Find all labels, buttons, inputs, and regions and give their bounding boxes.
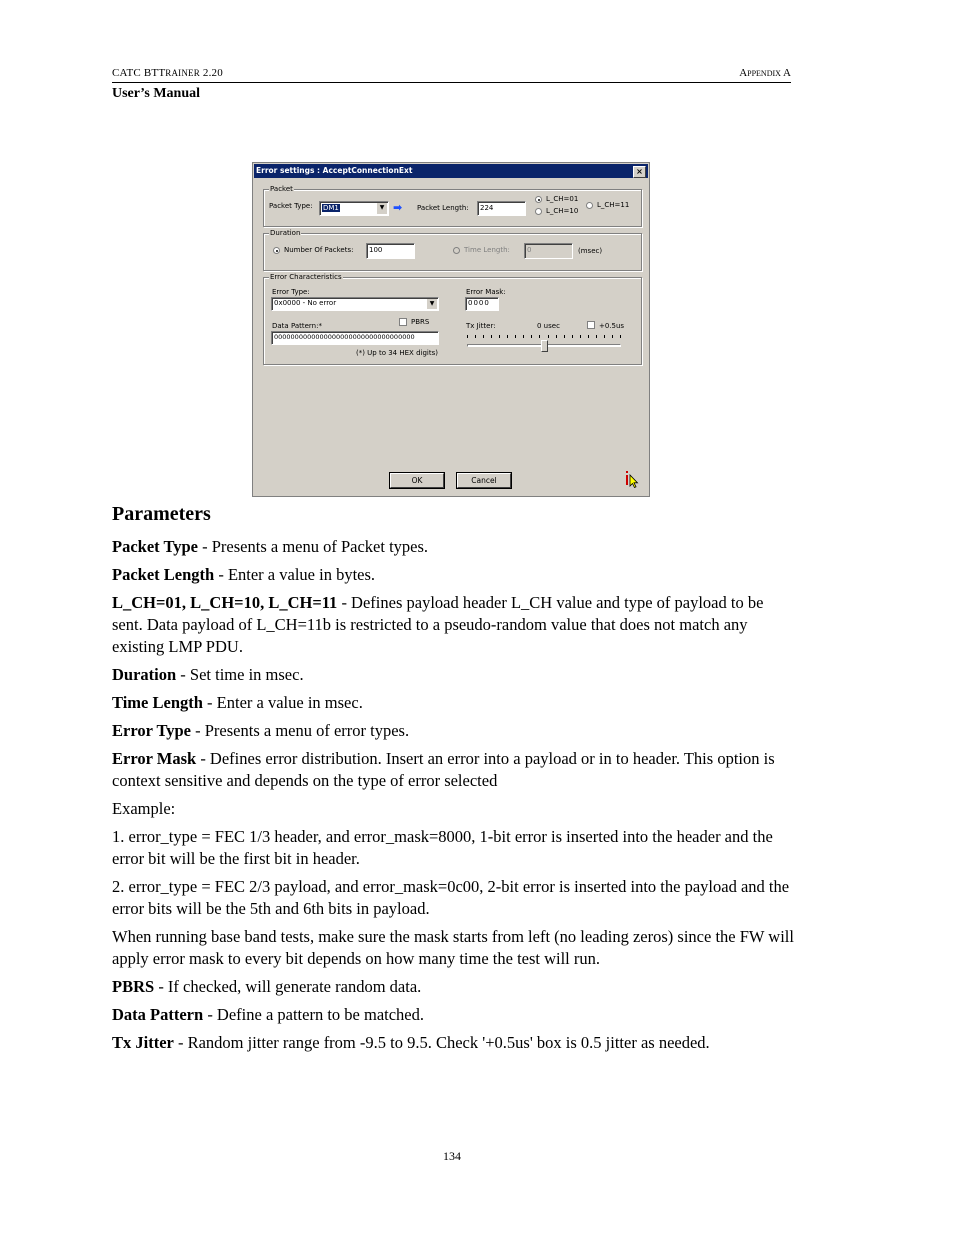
error-characteristics-group [263,273,642,365]
desc-pbrs: - If checked, will generate random data. [154,977,422,996]
number-of-packets-input[interactable]: 100 [366,243,415,259]
desc-data-pattern: - Define a pattern to be matched. [203,1005,425,1024]
slider-tick [612,335,613,338]
dialog-titlebar [254,164,648,178]
number-of-packets-label: Number Of Packets: [284,246,354,254]
term-time-length: Time Length [112,693,203,712]
product-version: 2.20 [199,67,223,79]
term-error-type: Error Type [112,721,191,740]
slider-tick [580,335,581,338]
example-label: Example: [112,799,176,818]
running-header-appendix: Appendix A [739,67,791,79]
term-tx-jitter: Tx Jitter [112,1033,174,1052]
param-packet-type [112,536,794,558]
slider-tick [515,335,516,338]
time-length-label: Time Length: [464,246,510,254]
slider-tick [523,335,524,338]
slider-tick [467,335,468,338]
help-cursor-icon[interactable] [624,470,640,488]
duration-group-title: Duration [270,229,301,237]
slider-tick [588,335,589,338]
product-name-smallcaps: RAINER [165,68,200,78]
slider-tick [483,335,484,338]
desc-tx-jitter: - Random jitter range from -9.5 to 9.5. Check '+0.5us' box is 0.5 jitter as needed. [173,1033,710,1052]
half-us-label: +0.5us [599,322,625,330]
desc-time-length: - Enter a value in msec. [202,693,363,712]
slider-tick [572,335,573,338]
slider-tick [596,335,597,338]
number-of-packets-radio[interactable] [273,247,280,254]
cancel-button[interactable]: Cancel [457,473,511,488]
lch11-radio[interactable] [586,202,593,209]
parameters-heading: Parameters [112,503,211,525]
param-error-mask [112,748,794,792]
param-packet-length [112,564,794,586]
param-pbrs [112,976,794,998]
param-duration [112,664,794,686]
error-characteristics-title: Error Characteristics [270,273,342,281]
term-lch: L_CH=01, L_CH=10, L_CH=11 [112,593,338,612]
term-data-pattern: Data Pattern [112,1005,204,1024]
jitter-slider-thumb[interactable] [541,340,548,352]
param-lch [112,592,794,658]
error-mask-input[interactable]: 0000 [465,297,499,311]
jitter-slider-ticks [467,335,621,339]
desc-lch: - Defines payload header L_CH value and type of payload to be sent. Data payload of L_CH=11b is restricted to a pseudo-random value that does not match any existing LMP PDU. [112,593,764,656]
lch10-label: L_CH=10 [546,207,579,215]
header-rule [112,82,791,83]
chevron-down-icon[interactable]: ▼ [376,203,387,214]
slider-tick [539,335,540,338]
desc-error-type: - Presents a menu of error types. [191,721,410,740]
running-header-product [112,67,223,79]
slider-tick [564,335,565,338]
error-type-value: 0x0000 - No error [274,299,337,307]
lch11-label: L_CH=11 [597,201,630,209]
close-button[interactable]: × [633,166,646,178]
desc-duration: - Set time in msec. [176,665,304,684]
term-pbrs: PBRS [112,977,155,996]
tx-jitter-label: Tx Jitter: [466,322,496,330]
packet-type-value: DM1 [323,204,339,212]
half-us-checkbox[interactable] [587,321,595,329]
chevron-down-icon[interactable]: ▼ [426,299,437,309]
page-number: 134 [443,1149,461,1163]
dialog-title: Error settings : AcceptConnectionExt [256,166,413,175]
running-header-subtitle: User’s Manual [112,86,201,101]
lch01-label: L_CH=01 [546,195,579,203]
error-mask-label: Error Mask: [466,288,506,296]
desc-packet-length: - Enter a value in bytes. [214,565,376,584]
term-packet-length: Packet Length [112,565,215,584]
packet-type-label: Packet Type: [269,202,313,210]
data-pattern-input[interactable]: 0000000000000000000000000000000000 [271,331,439,345]
slider-tick [507,335,508,338]
desc-packet-type: - Presents a menu of Packet types. [198,537,429,556]
example-2: 2. error_type = FEC 2/3 payload, and error_mask=0c00, 2-bit error is inserted into the payload and the error bits will be the 5th and 6th bits in payload. [112,877,790,918]
lch10-radio[interactable] [535,208,542,215]
term-packet-type: Packet Type [112,537,199,556]
data-pattern-hint: (*) Up to 34 HEX digits) [356,349,438,357]
desc-error-mask: - Defines error distribution. Insert an error into a payload or in to header. This option is context sensitive and depends on the type of error selected [112,749,775,790]
time-length-input[interactable]: 0 [524,243,573,259]
example-1: 1. error_type = FEC 1/3 header, and error_mask=8000, 1-bit error is inserted into the header and the error bit will be the first bit in header. [112,827,773,868]
packet-group-title: Packet [270,185,293,193]
time-length-radio[interactable] [453,247,460,254]
pbrs-checkbox[interactable] [399,318,407,326]
slider-tick [475,335,476,338]
pbrs-label: PBRS [411,318,430,326]
tx-jitter-value: 0 usec [537,322,560,330]
term-error-mask: Error Mask [112,749,197,768]
packet-length-label: Packet Length: [417,204,469,212]
ok-button[interactable]: OK [390,473,444,488]
slider-tick [531,335,532,338]
packet-type-select[interactable] [319,201,389,216]
data-pattern-label: Data Pattern:* [272,322,322,330]
arrow-right-icon: ➡ [393,201,403,214]
param-error-type [112,720,794,742]
error-type-select[interactable] [271,297,439,311]
base-band-note: When running base band tests, make sure the mask starts from left (no leading zeros) since the FW will apply error mask to every bit depends on how many time the test will run. [112,927,794,968]
slider-tick [499,335,500,338]
product-name: CATC BTT [112,67,166,79]
lch01-radio[interactable] [535,196,542,203]
slider-tick [491,335,492,338]
param-time-length [112,692,794,714]
msec-label: (msec) [578,247,603,255]
param-data-pattern [112,1004,794,1026]
slider-tick [556,335,557,338]
slider-tick [548,335,549,338]
param-tx-jitter [112,1032,802,1054]
term-duration: Duration [112,665,177,684]
error-type-label: Error Type: [272,288,310,296]
slider-tick [604,335,605,338]
slider-tick [620,335,621,338]
error-settings-dialog [252,162,650,497]
packet-length-input[interactable]: 224 [477,201,526,216]
